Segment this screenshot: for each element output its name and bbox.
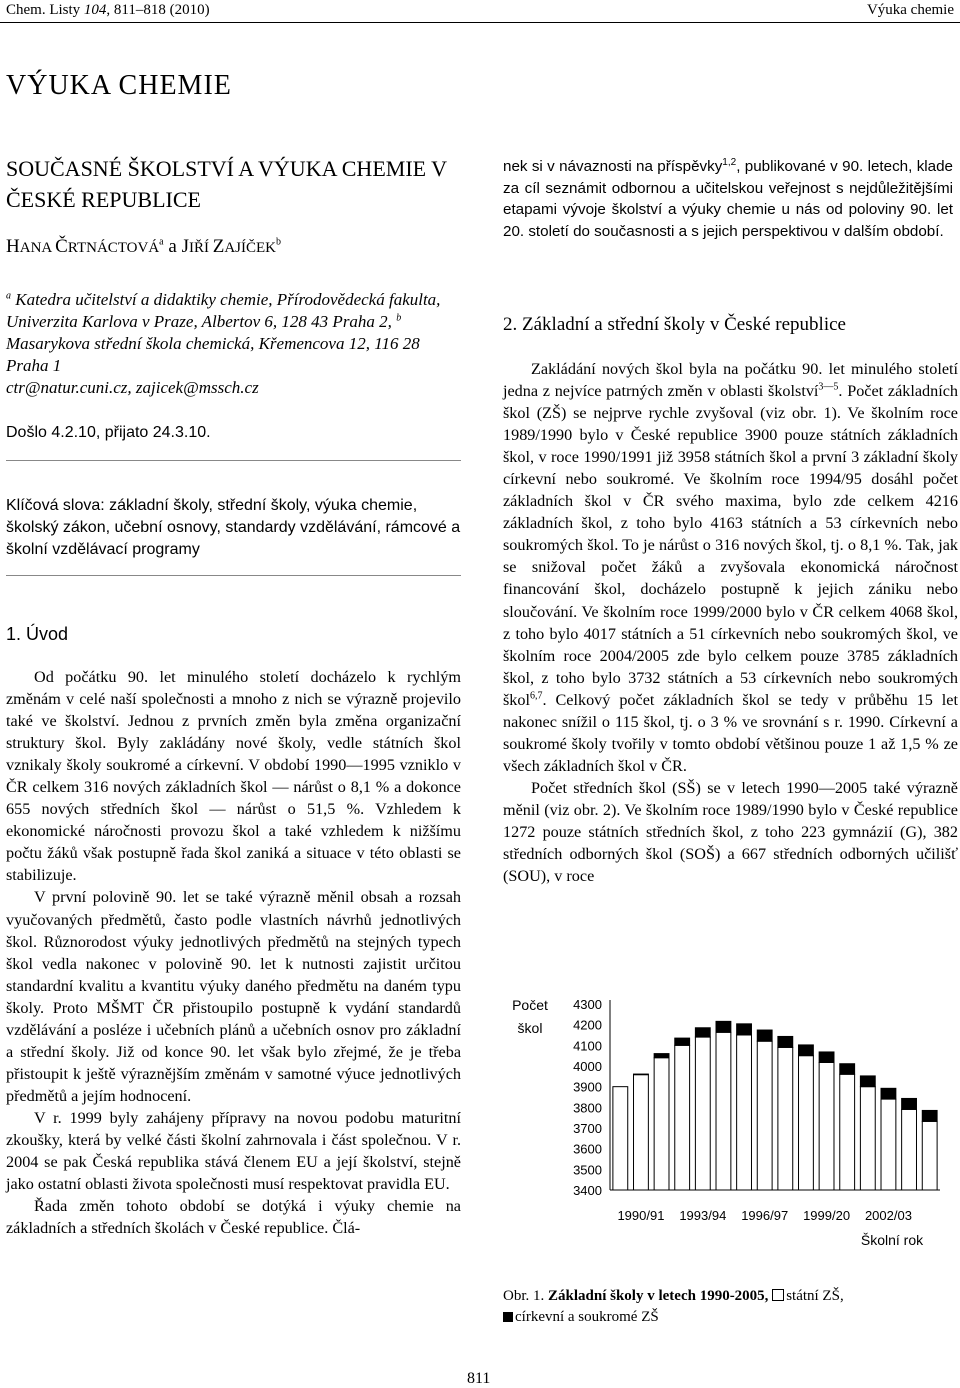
affiliation: $^a$ Katedra učitelství a didaktiky chemie, Přírodovědecká fakulta, Univerzita Karlova v Praze, Albertov 6, 128 43 Praha 2, $^b$ Masarykova střední škola chemická, Křemencova 12, 116 28 Praha 1 ctr@natur.cuni.cz, zajicek@mssch.cz (6, 290, 441, 397)
y-axis-label: Počet (512, 997, 548, 1013)
bar-church-1991/92 (654, 1054, 669, 1058)
bar-church-2004/05 (922, 1110, 937, 1121)
paragraph: nek si v návaznosti na příspěvky$^{1,2}$, publikované v 90. letech, klade za cíl seznámit odbornou a učitelskou veřejnost s nejdůležitějšími etapami vývoje školství a výuky chemie u nás od poloviny 90. let 20. století do současnosti a s jejich perspektivou v dalším období. (503, 156, 953, 240)
paragraph: Od počátku 90. let minulého století docházelo k rychlým změnám v celé naší společnosti a mnoho z nich se výrazně projevilo také ve školství. Jednou z prvních změn byla změna organizační struktury škol. Byly zakládány nové školy, vedle státních škol vznikaly školy soukromé a církevní. V období 1990—1995 vzniklo v ČR celkem 316 nových základních škol — nárůst o 8,1 % a dokonce 655 nových středních škol — nárůst o 51,5 %. Vzhledem k ekonomické náročnosti provozu škol a také vzhledem k nižšímu počtu žáků však postupně řada škol zaniká a situace v této oblasti se stabilizuje. (6, 668, 461, 885)
bar-state-1996/97 (757, 1041, 772, 1190)
y-tick-label: 3700 (573, 1121, 602, 1136)
header-section: Výuka chemie (866, 2, 954, 18)
y-tick-label: 4300 (573, 997, 602, 1012)
paragraph: V r. 1999 byly zahájeny přípravy na novou podobu maturitní zkoušky, která by velké části školní zahrnovala i část společnou. V r. 2004 se pak Česká republika stává členem EU a její školství, stejně jako ostatní oblasti života společnosti musí respektovat pravidla EU. (6, 1108, 461, 1194)
bar-state-1997/98 (778, 1047, 793, 1190)
bar-state-2002/03 (881, 1099, 896, 1190)
keywords: Klíčová slova: základní školy, střední školy, výuka chemie, školský zákon, učební osnovy, standardy vzdělávání, rámcové a školní vzdělávací programy (6, 460, 461, 576)
bar-state-1994/95 (716, 1032, 731, 1190)
email: ctr@natur.cuni.cz, zajicek@mssch.cz (6, 378, 259, 397)
right-intro-text (503, 156, 953, 242)
right-column-text (503, 358, 958, 887)
figure-caption: Obr. 1. Základní školy v letech 1990-2005, státní ZŠ, církevní a soukromé ZŠ (503, 1288, 844, 1325)
bar-church-1999/20 (819, 1052, 834, 1063)
running-header (0, 0, 960, 21)
bar-church-1996/97 (757, 1030, 772, 1041)
page-number: 811 (467, 1370, 491, 1387)
left-column-text (6, 666, 461, 1239)
bar-church-1990/91 (634, 1074, 649, 1075)
chart-svg (500, 990, 960, 1260)
bar-church-2001/02 (860, 1076, 875, 1087)
y-tick-label: 3500 (573, 1162, 602, 1178)
y-tick-label: 3400 (573, 1183, 602, 1198)
x-tick-label: 2002/03 (864, 1208, 912, 1223)
paragraph: Zakládání nových škol byla na počátku 90. let minulého století jedna z nejvíce patrných změn v oblasti školství$^{3—5}$. Počet základních škol (ZŠ) se nejprve rychle zvyšoval (viz obr. 1). Ve školním roce 1989/1990 bylo v České republice 3900 pouze státních základních škol, v roce 1990/1991 již 3958 státních škol a první 3 základní školy církevní nebo soukromé. Ve školním roce 1994/95 dosáhl počet základních škol v ČR svého maxima, bylo zde celkem 4216 základních škol, z toho bylo 4163 státních a 53 církevních nebo soukromých škol. To je nárůst o 316 nových škol, tj. o 8,1 %. Tak, jak se snižoval počet žáků a zvyšovala ekonomická náročnost financování škol, docházelo postupně k jejich zániku nebo sloučování. Ve školním roce 1999/2000 bylo v ČR celkem 4068 škol, z toho bylo 4017 státních a 51 církevních nebo soukromých škol, ve školním roce 2004/2005 zde bylo celkem pouze 3785 základních škol, z toho bylo 3732 státních a 53 církevních nebo soukromých škol$^{6,7}$. Celkový počet základních škol se tedy v průběhu 15 let nakonec snížil o 115 škol, tj. o 3 % ve srovnání s r. 1990. Církevní a soukromé školy tvořily v tomto období většinou pouze 1 až 1,5 % ze všech základních škol v ČR. (503, 360, 959, 775)
y-tick-label: 4200 (573, 1017, 602, 1033)
bar-church-1997/98 (778, 1036, 793, 1047)
bar-state-2001/02 (860, 1087, 875, 1190)
authors: HANA ČRTNÁCTOVÁ$^a$ a JIŘÍ ZAJÍČEK$^b$ (6, 236, 281, 257)
heading-section-2: 2. Základní a střední školy v České republice (503, 314, 846, 335)
y-axis-label: škol (517, 1020, 543, 1036)
x-tick-label: 1990/91 (617, 1208, 665, 1223)
bar-church-2002/03 (881, 1088, 896, 1099)
paragraph: Počet středních škol (SŠ) se v letech 1990—2005 také výrazně měnil (viz obr. 2). Ve školním roce 1989/1990 bylo v České republice 1272 pouze státních středních škol, z toho 223 gymnázií (G), 382 středních odborných škol (SOŠ) a 667 středních odborných učilišť (SOU), v roce (503, 778, 958, 886)
bar-church-1998/99 (799, 1045, 814, 1056)
x-tick-label: 1996/97 (741, 1208, 789, 1223)
bar-state-1992/93 (675, 1045, 690, 1190)
bar-state-2004/05 (922, 1121, 937, 1190)
heading-introduction: 1. Úvod (6, 624, 69, 644)
bar-church-1993/94 (695, 1028, 710, 1037)
x-tick-label: 1999/20 (803, 1208, 851, 1223)
bar-state-1998/99 (799, 1056, 814, 1190)
paragraph: V první polovině 90. let se také výrazně měnil obsah a rozsah vyučovaných předmětů, často podle vlastních návrhů jednotlivých škol. Různorodost výuky jednotlivých předmětů na stejných typech škol vedla nakonec v polovině 90. let k nutnosti zajistit určitou standardní kvalitu a kvantitu výuky daného předmětu na daném typu školy. Proto MŠMT ČR přistoupilo postupně k vydání standardů vzdělávání a posléze i učebních plánů a učebních osnov pro základní a střední školy. Již od konce 90. let však bylo zřejmé, že je třeba přistoupit k ještě výraznějším změnám v samotné výuce jednotlivých předmětů a jejím hodnocení. (6, 888, 461, 1105)
bar-church-1994/95 (716, 1021, 731, 1032)
bar-state-1999/20 (819, 1062, 834, 1190)
legend-swatch-state (772, 1289, 784, 1301)
y-tick-label: 3800 (573, 1100, 602, 1116)
legend-swatch-church (503, 1312, 513, 1322)
bar-state-1990/91 (634, 1075, 649, 1190)
bar-state-1991/92 (654, 1058, 669, 1190)
bar-church-1992/93 (675, 1038, 690, 1045)
bar-church-1995/96 (737, 1024, 752, 1035)
y-tick-label: 3900 (573, 1079, 602, 1095)
article-title: SOUČASNÉ ŠKOLSTVÍ A VÝUKA CHEMIE V ČESKÉ REPUBLICE (6, 156, 447, 212)
y-tick-label: 3600 (573, 1141, 602, 1157)
bar-state-2000/01 (840, 1074, 855, 1190)
paragraph: Řada změn tohoto období se dotýká i výuky chemie na základních a středních školách v České republice. Člá- (6, 1197, 461, 1238)
bar-state-1993/94 (695, 1037, 710, 1190)
bar-state-1989/90 (613, 1087, 628, 1190)
bar-state-2003/04 (902, 1109, 917, 1190)
bar-church-2003/04 (902, 1098, 917, 1109)
bar-state-1995/96 (737, 1035, 752, 1190)
figure-1-chart (500, 990, 960, 1260)
received-dates: Došlo 4.2.10, přijato 24.3.10. (6, 424, 211, 441)
x-tick-label: 1993/94 (679, 1208, 727, 1223)
header-rule (0, 22, 960, 23)
y-tick-label: 4000 (573, 1059, 602, 1074)
x-axis-label: Školní rok (860, 1232, 924, 1248)
journal-citation: Chem. Listy 104, 811–818 (2010) (6, 2, 210, 18)
bar-church-2000/01 (840, 1064, 855, 1075)
y-tick-label: 4100 (573, 1038, 602, 1054)
section-title: VÝUKA CHEMIE (6, 70, 232, 101)
